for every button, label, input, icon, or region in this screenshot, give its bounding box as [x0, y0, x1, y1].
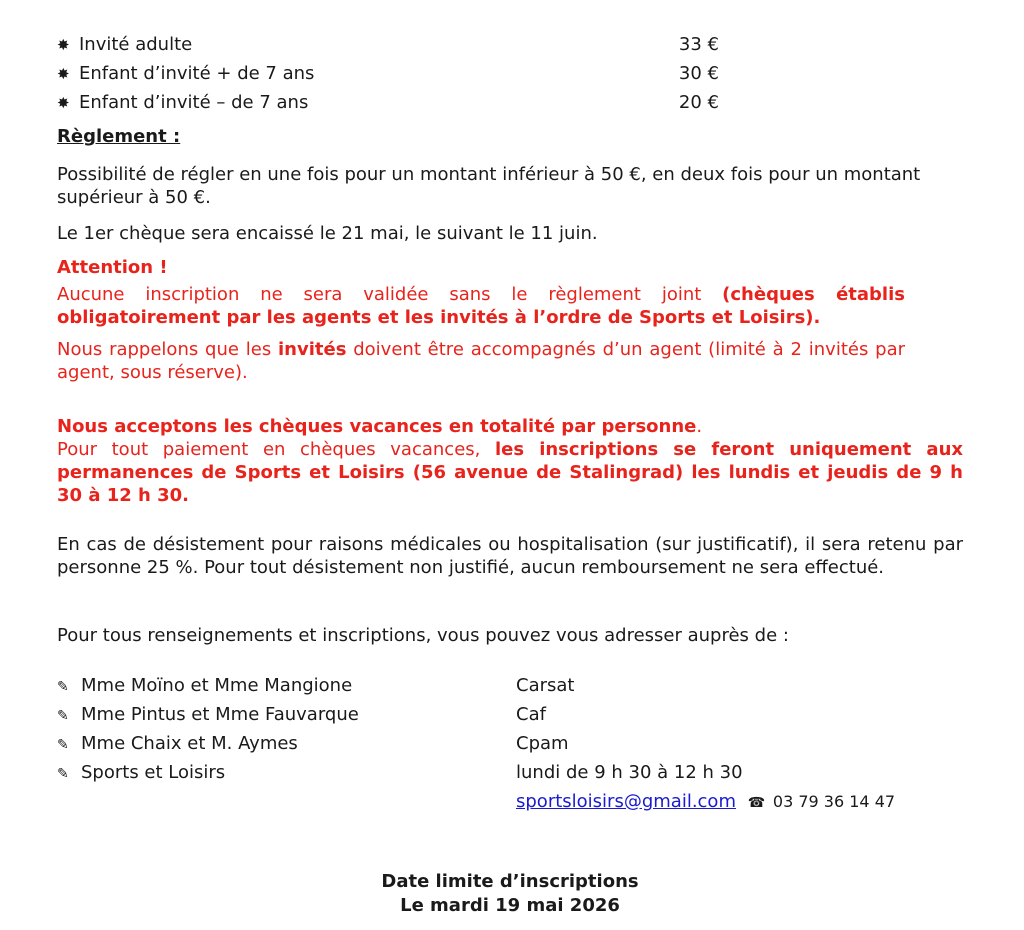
attention-bold-text: invités	[278, 339, 347, 360]
pen-bullet-icon: ✎	[57, 737, 69, 753]
contact-name: Sports et Loisirs	[81, 762, 226, 783]
phone-icon: ☎	[747, 795, 766, 811]
price-value: 20 €	[678, 92, 719, 113]
attention-paragraph-1	[57, 283, 905, 329]
attention-heading: Attention !	[57, 257, 168, 278]
attention-text: Nous rappelons que les	[57, 339, 279, 360]
asterisk-bullet-icon: ✸	[57, 94, 70, 112]
price-value: 30 €	[678, 63, 719, 84]
contact-org: Carsat	[516, 675, 575, 696]
email-link[interactable]: sportsloisirs@gmail.com	[516, 791, 736, 812]
asterisk-bullet-icon: ✸	[57, 36, 70, 54]
reglement-paragraph-2: Le 1er chèque sera encaissé le 21 mai, le suivant le 11 juin.	[57, 223, 598, 244]
deadline-block	[57, 870, 963, 918]
contact-name: Mme Pintus et Mme Fauvarque	[81, 704, 359, 725]
pen-bullet-icon: ✎	[57, 708, 69, 724]
phone-number: 03 79 36 14 47	[772, 792, 896, 811]
contact-row	[57, 731, 963, 757]
price-row	[57, 32, 719, 58]
cheques-vacances-title	[57, 415, 963, 438]
contact-extra	[516, 789, 895, 816]
price-label: Invité adulte	[79, 34, 193, 55]
contact-org: Caf	[516, 704, 546, 725]
price-label: Enfant d’invité + de 7 ans	[79, 63, 315, 84]
pen-bullet-icon: ✎	[57, 766, 69, 782]
contact-row	[57, 673, 963, 699]
price-value: 33 €	[678, 34, 719, 55]
asterisk-bullet-icon: ✸	[57, 65, 70, 83]
contact-row	[57, 702, 963, 728]
price-row	[57, 90, 719, 116]
deadline-line-1: Date limite d’inscriptions	[381, 871, 639, 892]
cheques-vacances-bold-text: les inscriptions se feront uniquement aux permanences de Sports et Loisirs (56 avenue de Stalingrad) les lundis et jeudis de 9 h 30 à 12 h 30.	[57, 439, 963, 506]
reglement-paragraph-1: Possibilité de régler en une fois pour un montant inférieur à 50 €, en deux fois pour un montant supérieur à 50 €.	[57, 164, 921, 208]
attention-text: Aucune inscription ne sera validée sans le règlement joint	[57, 284, 723, 305]
deadline-line-2: Le mardi 19 mai 2026	[400, 895, 620, 916]
attention-bold-text: (chèques établis obligatoirement par les agents et les invités à l’ordre de Sports et Loisirs).	[57, 284, 905, 328]
reglement-heading: Règlement :	[57, 126, 181, 147]
renseignements-paragraph: Pour tous renseignements et inscriptions, vous pouvez vous adresser auprès de :	[57, 625, 789, 646]
contact-org: lundi de 9 h 30 à 12 h 30	[516, 762, 743, 783]
cheques-vacances-dot: .	[696, 416, 703, 437]
price-label: Enfant d’invité – de 7 ans	[79, 92, 309, 113]
contact-name: Mme Chaix et M. Aymes	[81, 733, 298, 754]
cheques-vacances-paragraph	[57, 438, 963, 507]
contact-row	[57, 760, 963, 786]
cheques-vacances-text: Pour tout paiement en chèques vacances,	[57, 439, 495, 460]
attention-paragraph-2	[57, 338, 905, 384]
contact-name: Mme Moïno et Mme Mangione	[81, 675, 353, 696]
price-row	[57, 61, 719, 87]
contact-org: Cpam	[516, 733, 569, 754]
pen-bullet-icon: ✎	[57, 679, 69, 695]
desistement-paragraph: En cas de désistement pour raisons médicales ou hospitalisation (sur justificatif), il sera retenu par personne 25 %. Pour tout désistement non justifié, aucun remboursement ne sera effectué.	[57, 534, 963, 578]
cheques-vacances-bold: Nous acceptons les chèques vacances en totalité par personne	[57, 416, 697, 437]
attention-text: doivent être accompagnés d’un agent (limité à 2 invités par agent, sous réserve).	[57, 339, 906, 383]
contact-extra-row	[57, 789, 963, 815]
